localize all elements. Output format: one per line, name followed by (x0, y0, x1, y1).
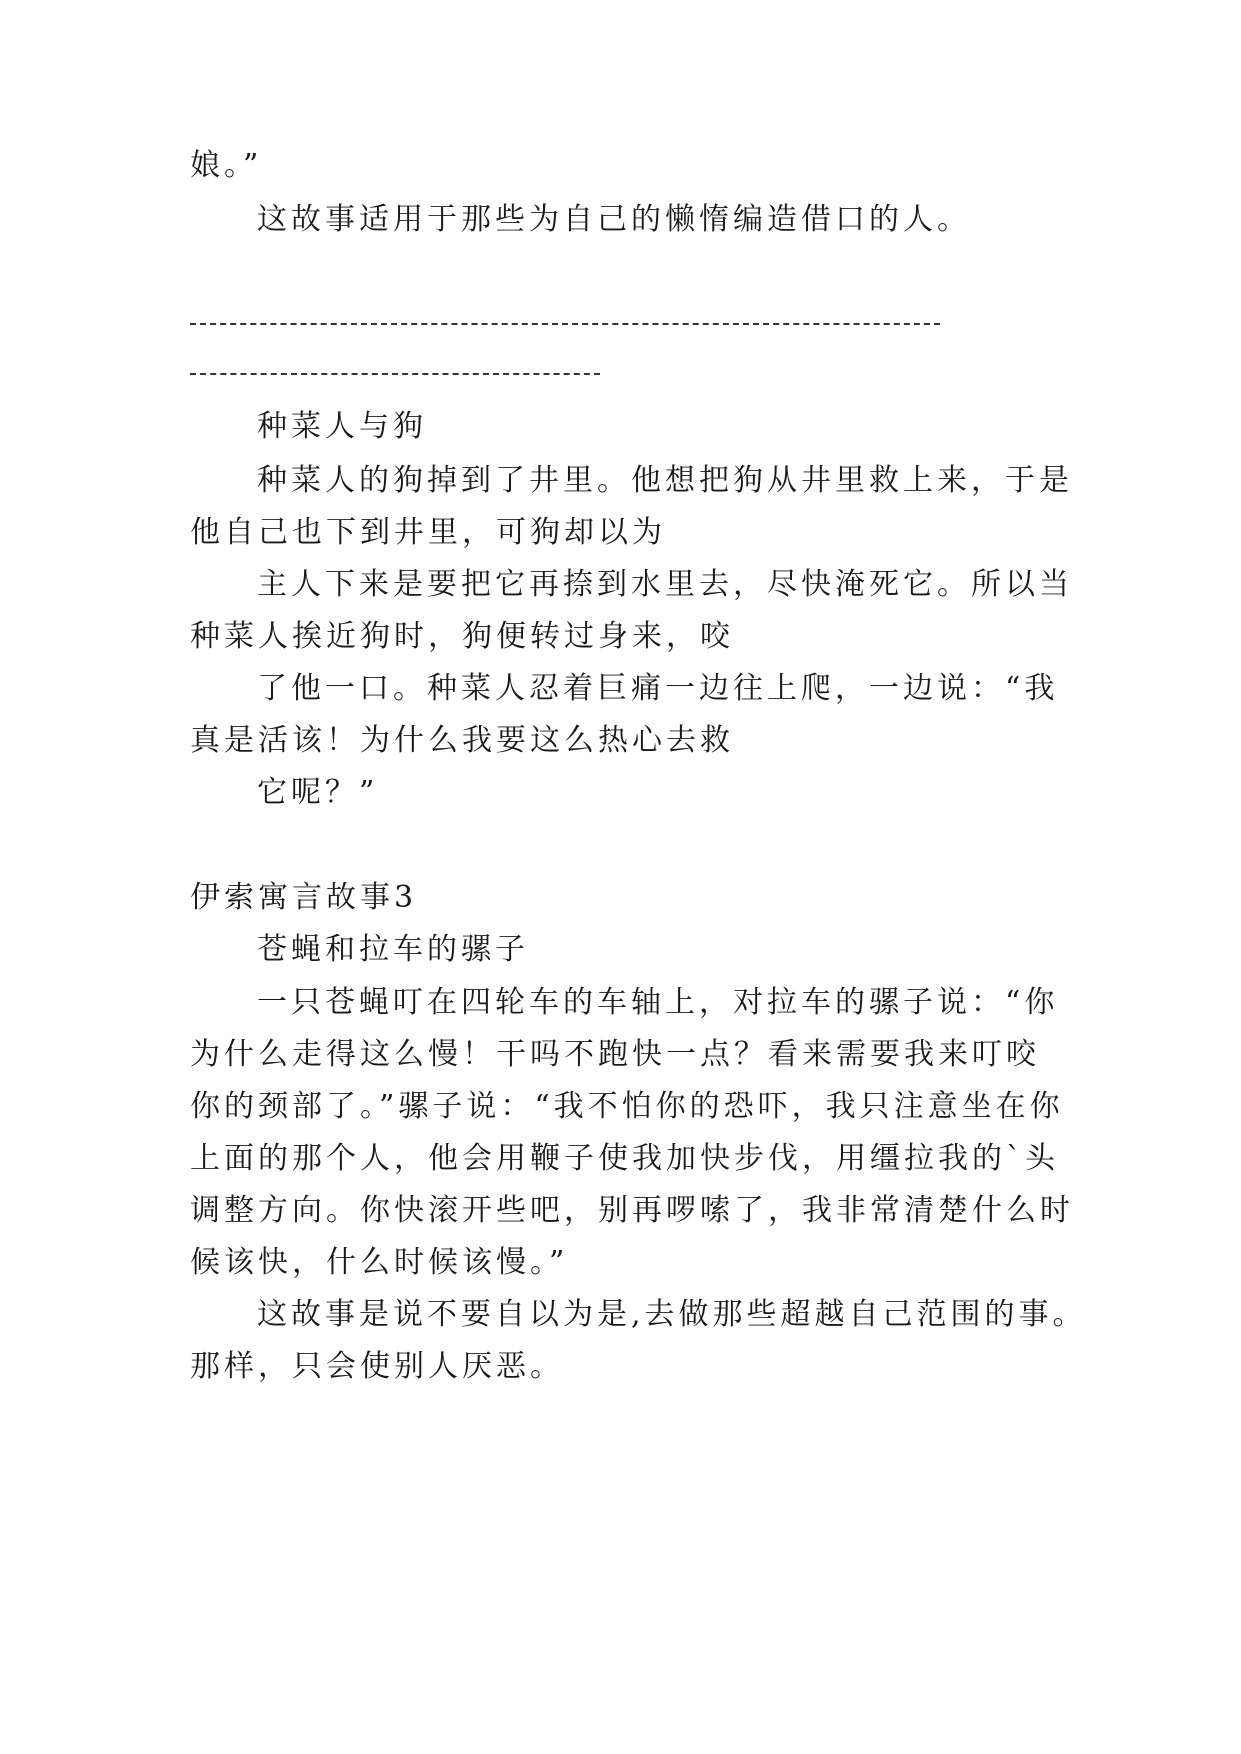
separator-rule (190, 323, 940, 325)
separator-rule (190, 373, 600, 375)
story-title: 苍蝇和拉车的骡子 (257, 932, 529, 967)
story-moral: 这故事是说不要自以为是,去做那些超越自己范围的事。 (257, 1297, 1087, 1332)
continuation-text: 娘。” (190, 148, 263, 183)
story-moral: 那样，只会使别人厌恶。 (190, 1349, 564, 1384)
paragraph-line: 为什么走得这么慢！干吗不跑快一点？看来需要我来叮咬 (190, 1037, 1040, 1072)
paragraph-line: 真是活该！为什么我要这么热心去救 (190, 723, 734, 758)
paragraph-line: 你的颈部了。”骡子说：“我不怕你的恐吓，我只注意坐在你 (190, 1089, 1064, 1124)
story-moral: 这故事适用于那些为自己的懒惰编造借口的人。 (257, 202, 971, 237)
paragraph-line: 种菜人的狗掉到了井里。他想把狗从井里救上来，于是 (257, 463, 1073, 498)
section-heading: 伊索寓言故事3 (190, 880, 418, 915)
paragraph-line: 上面的那个人，他会用鞭子使我加快步伐，用缰拉我的`头 (190, 1141, 1059, 1176)
story-title: 种菜人与狗 (257, 409, 427, 444)
paragraph-line: 它呢？” (257, 775, 379, 810)
paragraph-line: 了他一口。种菜人忍着巨痛一边往上爬，一边说：“我 (257, 671, 1059, 706)
paragraph-line: 调整方向。你快滚开些吧，别再啰嗦了，我非常清楚什么时 (190, 1193, 1074, 1228)
paragraph-line: 候该快，什么时候该慢。” (190, 1245, 569, 1280)
paragraph-line: 一只苍蝇叮在四轮车的车轴上，对拉车的骡子说：“你 (257, 985, 1059, 1020)
paragraph-line: 主人下来是要把它再捺到水里去，尽快淹死它。所以当 (257, 567, 1073, 602)
paragraph-line: 他自己也下到井里，可狗却以为 (190, 515, 666, 550)
paragraph-line: 种菜人挨近狗时，狗便转过身来，咬 (190, 619, 734, 654)
